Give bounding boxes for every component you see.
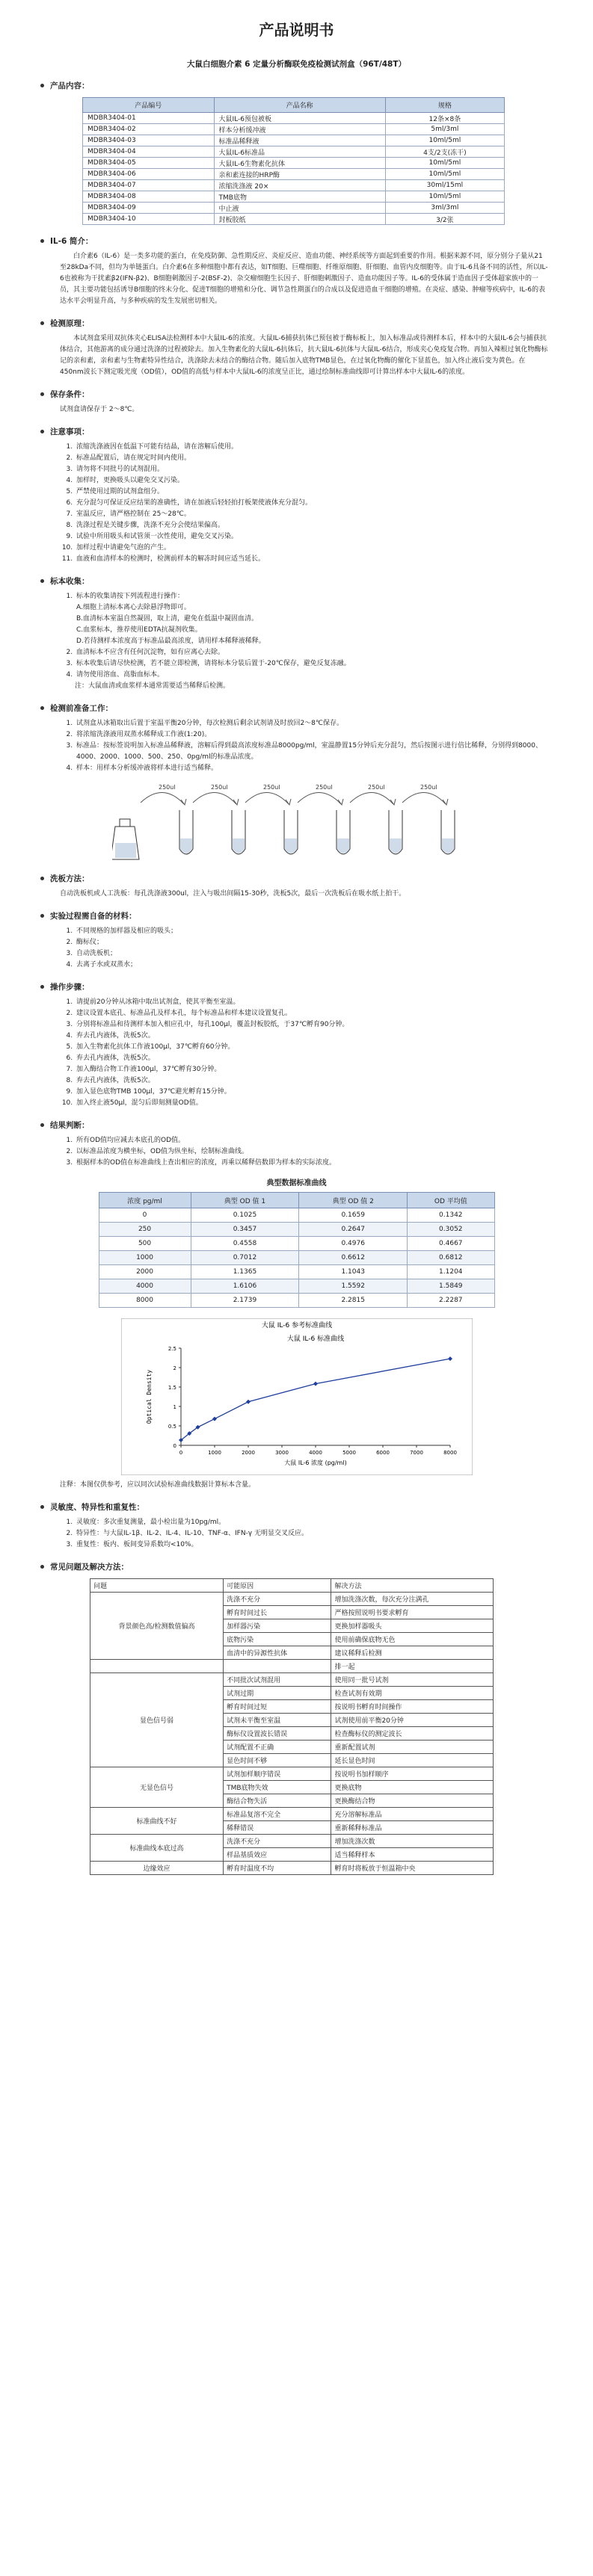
- table-cell: 0.4976: [299, 1237, 408, 1251]
- table-cell: 2.2815: [299, 1294, 408, 1308]
- y-tick-label: 0: [173, 1443, 176, 1449]
- table-cell: 样本分析缓冲液: [214, 124, 385, 135]
- table-row: [99, 1265, 494, 1279]
- table-cell: 5ml/3ml: [385, 124, 504, 135]
- list-item: 4. 加样时，更换吸头以避免交叉污染。: [75, 475, 548, 487]
- table-cell: 1.1365: [191, 1265, 299, 1279]
- tube-volume-label: 250ul: [263, 784, 280, 791]
- table-cell: 1.5849: [408, 1279, 494, 1294]
- list-item: 5. 严禁使用过期的试剂盒组分。: [75, 487, 548, 498]
- bullet-icon: [40, 985, 44, 989]
- table-header-cell: 浓度 pg/ml: [99, 1193, 191, 1208]
- table-cell: MDBR3404-10: [83, 214, 215, 225]
- list-item: 1. 标本的收集请按下列流程进行操作： A.细胞上清标本离心去除悬浮物即可。 B.血清标本室温自然凝固，取上清，避免在低温中凝固血清。 C.血浆标本，推荐使用EDTA抗凝剂收集。 D.若待测样本浓度高于标准品最高浓度，请用样本稀释液稀释。: [75, 591, 548, 647]
- table-row: [83, 203, 505, 214]
- list-item: 4. 请勿使用溶血、高脂血标本。: [75, 670, 548, 681]
- list-item: 4. 弃去孔内液体，洗板5次。: [75, 1031, 548, 1042]
- table-header-row: [90, 1579, 494, 1593]
- table-cell: 底物污染: [224, 1633, 331, 1646]
- list-item: 3. 标本收集后请尽快检测，若不能立即检测，请将标本分装后置于-20℃保存，避免反复冻融。: [75, 658, 548, 670]
- list-item: 3. 请勿将不同批号的试剂混用。: [75, 464, 548, 475]
- dilution-svg: [112, 780, 501, 862]
- table-header-row: [90, 1660, 494, 1673]
- table-cell: 酶结合物失活: [224, 1794, 331, 1808]
- table-cell: 4000: [99, 1279, 191, 1294]
- list-item: 5. 加入生物素化抗体工作液100μl，37℃孵育60分钟。: [75, 1042, 548, 1053]
- list-item: 8. 洗涤过程是关键步骤，洗涤不充分会使结果偏高。: [75, 520, 548, 531]
- trouble-section-heading: 常见问题及解决方法：: [40, 1561, 593, 1572]
- y-tick-label: 1.5: [168, 1385, 176, 1391]
- x-tick-label: 4000: [308, 1450, 322, 1456]
- sample-sub-item: A.细胞上清标本离心去除悬浮物即可。: [76, 604, 191, 611]
- table-cell: 稀释错误: [224, 1821, 331, 1835]
- tube-icon: [232, 810, 245, 854]
- list-item: 3. 分别将标准品和待测样本加入相应孔中，每孔100μl，覆盖封板胶纸，于37℃孵育90分钟。: [75, 1019, 548, 1031]
- list-item: 2. 以标准品浓度为横坐标，OD值为纵坐标，绘制标准曲线。: [75, 1146, 548, 1158]
- table-cell: 封板胶纸: [214, 214, 385, 225]
- steps-section-heading: 操作步骤：: [40, 981, 593, 992]
- table-row: [83, 191, 505, 203]
- y-tick-label: 1: [173, 1404, 176, 1410]
- bullet-icon: [40, 914, 44, 918]
- table-cell: 按说明书孵育时间操作: [331, 1700, 494, 1714]
- bullet-icon: [40, 877, 44, 880]
- performance-list: [60, 1517, 548, 1551]
- table-cell: 3/2张: [385, 214, 504, 225]
- table-row: [90, 1862, 494, 1875]
- list-item: 7. 加入酶结合物工作液100μl，37℃孵育30分钟。: [75, 1064, 548, 1075]
- x-tick-label: 2000: [241, 1450, 255, 1456]
- table-header-cell: OD 平均值: [408, 1193, 494, 1208]
- table-cell: 检查试剂有效期: [331, 1687, 494, 1700]
- table-cell: 0.6612: [299, 1251, 408, 1265]
- results-section-heading: 结果判断：: [40, 1119, 593, 1131]
- table-row: [90, 1673, 494, 1687]
- transfer-arrow: [141, 792, 184, 804]
- tube-icon: [389, 810, 402, 854]
- notes-list: [60, 442, 548, 565]
- notes-section-heading: 注意事项：: [40, 426, 593, 437]
- x-axis-label: 大鼠 IL-6 浓度 (pg/ml): [283, 1460, 347, 1466]
- bullet-icon: [40, 579, 44, 583]
- table-header-cell: 典型 OD 值 1: [191, 1193, 299, 1208]
- table-cell: 更换底物: [331, 1781, 494, 1794]
- table-header-cell: 产品编号: [83, 98, 215, 113]
- x-tick-label: 5000: [342, 1450, 356, 1456]
- table-cell: TMB底物失效: [224, 1781, 331, 1794]
- results-list: [60, 1135, 548, 1169]
- performance-section-heading: 灵敏度、特异性和重复性：: [40, 1501, 593, 1513]
- tube-icon: [441, 810, 455, 854]
- table-row: [83, 214, 505, 225]
- table-cell: 建议稀释后检测: [331, 1646, 494, 1660]
- standard-curve-chart: [121, 1318, 473, 1475]
- x-tick-label: 8000: [443, 1450, 457, 1456]
- wash-text: 自动洗板机或人工洗板：每孔洗涤液300ul，注入与吸出间隔15-30秒，洗板5次，最后一次洗板后在吸水纸上拍干。: [60, 890, 406, 898]
- table-row: [83, 124, 505, 135]
- table-cell: 使用同一批号试剂: [331, 1673, 494, 1687]
- table-cell: 洗涤不充分: [224, 1593, 331, 1606]
- table-header-cell: 问题: [90, 1579, 224, 1593]
- table-cell: MDBR3404-09: [83, 203, 215, 214]
- table-header-cell: 典型 OD 值 2: [299, 1193, 408, 1208]
- tube-volume-label: 250ul: [316, 784, 333, 791]
- list-item: 6. 充分混匀可保证反应结果的准确性，请在加液后轻轻拍打板架使液体充分混匀。: [75, 498, 548, 509]
- list-item: 9. 加入显色底物TMB 100μl，37℃避光孵育15分钟。: [75, 1087, 548, 1098]
- table-cell: 10ml/5ml: [385, 169, 504, 180]
- table-cell: 使用前确保底物无色: [331, 1633, 494, 1646]
- table-cell: 重新配置试剂: [331, 1741, 494, 1754]
- table-cell: 孵育时间过长: [224, 1606, 331, 1619]
- table-cell: 0.3457: [191, 1223, 299, 1237]
- x-tick-label: 0: [179, 1450, 182, 1456]
- prep-list: [60, 718, 548, 774]
- table-row: [83, 135, 505, 146]
- table-cell: 2.1739: [191, 1294, 299, 1308]
- table-cell: TMB底物: [214, 191, 385, 203]
- table-cell: 增加洗涤次数，每次充分注满孔: [331, 1593, 494, 1606]
- table-header-cell: 规格: [385, 98, 504, 113]
- product-subtitle: 大鼠白细胞介素 6 定量分析酶联免疫检测试剂盒（96T/48T）: [187, 60, 406, 69]
- tube-volume-label: 250ul: [420, 784, 437, 791]
- table-cell: 重新稀释标准品: [331, 1821, 494, 1835]
- list-item: 2. 血清标本不应含有任何沉淀物，如有应离心去除。: [75, 647, 548, 658]
- table-cell: MDBR3404-08: [83, 191, 215, 203]
- trouble-group-label: 标准曲线本底过高: [90, 1835, 224, 1862]
- samples-list: [60, 591, 548, 681]
- list-item: 2. 将浓缩洗涤液用双蒸水稀释成工作液(1:20)。: [75, 729, 548, 741]
- table-cell: 标准品稀释液: [214, 135, 385, 146]
- y-tick-label: 0.5: [168, 1424, 176, 1430]
- table-header-cell: 排一起: [331, 1660, 494, 1673]
- table-cell: MDBR3404-06: [83, 169, 215, 180]
- table-header-row: [83, 98, 505, 113]
- list-item: 2. 特异性：与大鼠IL-1β、IL-2、IL-4、IL-10、TNF-α、IFN-γ 无明显交叉反应。: [75, 1528, 548, 1539]
- table-row: [99, 1251, 494, 1265]
- table-cell: 2000: [99, 1265, 191, 1279]
- transfer-arrow: [402, 792, 446, 804]
- intro-section-heading: IL-6 简介：: [40, 235, 593, 247]
- materials-list: [60, 926, 548, 971]
- table-header-cell: 解决方法: [331, 1579, 494, 1593]
- tube-volume-label: 250ul: [211, 784, 228, 791]
- tube-volume-label: 250ul: [159, 784, 176, 791]
- list-item: 1. 浓缩洗涤液因在低温下可能有结晶，请在溶解后使用。: [75, 442, 548, 453]
- table-cell: MDBR3404-01: [83, 113, 215, 124]
- list-item: 1. 不同规格的加样器及相应的吸头；: [75, 926, 548, 937]
- principle-paragraph: 本试剂盒采用双抗体夹心ELISA法检测样本中大鼠IL-6的浓度。大鼠IL-6捕获抗体已预包被于酶标板上，加入标准品或待测样本后，样本中的大鼠IL-6会与捕获抗体结合，其他游离的成分通过洗涤的过程被除去。加入生物素化的大鼠IL-6抗体后，抗大鼠IL-6抗体与大鼠IL-6结合，形成夹心免疫复合物。再加入辣根过氧化物酶标记的亲和素，亲和素与生物素特异性结合，洗涤除去未结合的酶结合物。随后加入底物TMB显色，在过氧化物酶的催化下显蓝色，加入终止液后变为黄色。在450nm波长下测定吸光度（OD值），OD值的高低与样本中大鼠IL-6的浓度呈正比，通过绘制标准曲线即可计算出样本中大鼠IL-6的浓度。: [60, 335, 548, 376]
- table-row: [83, 180, 505, 191]
- table-row: [90, 1767, 494, 1781]
- table-header-cell: 可能原因: [224, 1579, 331, 1593]
- table-cell: 1.1204: [408, 1265, 494, 1279]
- table-row: [99, 1279, 494, 1294]
- transfer-arrow: [298, 792, 341, 804]
- table-cell: 亲和素连接的HRP酶: [214, 169, 385, 180]
- transfer-arrow: [350, 792, 393, 804]
- table-cell: MDBR3404-02: [83, 124, 215, 135]
- table-cell: 中止液: [214, 203, 385, 214]
- table-cell: 试剂加样顺序错误: [224, 1767, 331, 1781]
- list-item: 7. 室温反应，请严格控制在 25～28℃。: [75, 509, 548, 520]
- materials-section-heading: 实验过程需自备的材料：: [40, 910, 593, 921]
- list-item: 9. 试验中所用吸头和试管须一次性使用，避免交叉污染。: [75, 531, 548, 543]
- table-cell: 试剂未平衡至室温: [224, 1714, 331, 1727]
- table-cell: 0.7012: [191, 1251, 299, 1265]
- table-row: [99, 1208, 494, 1223]
- table-cell: 充分溶解标准品: [331, 1808, 494, 1821]
- tube-icon: [284, 810, 298, 854]
- table-cell: 0.1659: [299, 1208, 408, 1223]
- chart-title: 大鼠 IL-6 参考标准曲线: [261, 1322, 332, 1329]
- table-cell: 大鼠IL-6预包被板: [214, 113, 385, 124]
- transfer-arrow: [193, 792, 236, 804]
- trouble-group-label: 无显色信号: [90, 1767, 224, 1808]
- table-header-cell: [90, 1660, 224, 1673]
- table-cell: 0.2647: [299, 1223, 408, 1237]
- table-cell: 1.1043: [299, 1265, 408, 1279]
- list-item: 6. 弃去孔内液体，洗板5次。: [75, 1053, 548, 1064]
- page-title: 产品说明书: [259, 21, 334, 39]
- table-cell: 0.6812: [408, 1251, 494, 1265]
- table-cell: 孵育时温度不均: [224, 1862, 331, 1875]
- list-item: 4. 样本：用样本分析缓冲液将样本进行适当稀释。: [75, 763, 548, 774]
- od-data-table: [99, 1192, 495, 1308]
- table-row: [83, 158, 505, 169]
- list-item: 2. 酶标仪；: [75, 937, 548, 948]
- table-cell: 3ml/3ml: [385, 203, 504, 214]
- table-row: [90, 1808, 494, 1821]
- table-cell: 大鼠IL-6生物素化抗体: [214, 158, 385, 169]
- list-item: 3. 重复性：板内、板间变异系数均<10%。: [75, 1539, 548, 1551]
- list-item: 2. 标准品配置后，请在规定时间内使用。: [75, 453, 548, 464]
- list-item: 11. 血液和血清样本的检测时，检测前样本的解冻时间应适当延长。: [75, 554, 548, 565]
- table-cell: 试剂使用前平衡20分钟: [331, 1714, 494, 1727]
- table-cell: 12条×8条: [385, 113, 504, 124]
- tube-volume-label: 250ul: [368, 784, 385, 791]
- table-cell: 孵育时将板放于恒温箱中央: [331, 1862, 494, 1875]
- storage-section-heading: 保存条件：: [40, 389, 593, 400]
- table-cell: 增加洗涤次数: [331, 1835, 494, 1848]
- principle-section-heading: 检测原理：: [40, 318, 593, 329]
- intro-paragraph: 白介素6（IL-6）是一类多功能的蛋白，在免疫防御、急性期反应、炎症反应、造血功能、神经系统等方面起到重要的作用。根据来源不同，原分别分子量从21至28kDa不同，但均为单链蛋白。白介素6在多种细胞中都有表达，如T细胞、巨噬细胞、纤维原细胞、肝细胞、血管内皮细胞等。由于IL-6具备不同的活性，所以IL-6也被称为干扰素β2(IFN-β2)、B细胞刺激因子-2(BSF-2)、杂交瘤细胞生长因子、肝细胞刺激因子、造血功能因子等。IL-6的受体属于造血因子受体超家族中的一员，其主要功能包括诱导B细胞的终末分化、促进T细胞的增殖和分化、调节急性期蛋白的合成以及促进造血干细胞的增殖。在炎症、感染、肿瘤等疾病中，IL-6的表达水平会明显升高，与多种疾病的发生发展密切相关。: [60, 253, 548, 305]
- table-cell: 1.5592: [299, 1279, 408, 1294]
- table-cell: 8000: [99, 1294, 191, 1308]
- table-cell: 适当稀释样本: [331, 1848, 494, 1862]
- table-cell: 大鼠IL-6标准品: [214, 146, 385, 158]
- trouble-group-label: 标准曲线不好: [90, 1808, 224, 1835]
- chart-note: 注释：本图仅供参考，应以同次试验标准曲线数据计算标本含量。: [60, 1481, 256, 1489]
- kit-contents-table: [82, 97, 505, 225]
- table-cell: 30ml/15ml: [385, 180, 504, 191]
- table-cell: 1.6106: [191, 1279, 299, 1294]
- samples-note: 注：大鼠血清或血浆样本通常需要适当稀释后检测。: [75, 682, 230, 690]
- x-tick-label: 6000: [375, 1450, 390, 1456]
- y-tick-label: 2: [173, 1365, 176, 1371]
- storage-text: 试剂盒请保存于 2～8℃。: [60, 406, 139, 413]
- list-item: 1. 试剂盒从冰箱取出后置于室温平衡20分钟，每次检测后剩余试剂请及时放回2～8℃保存。: [75, 718, 548, 729]
- bullet-icon: [40, 84, 44, 87]
- list-item: 8. 弃去孔内液体，洗板5次。: [75, 1075, 548, 1087]
- list-item: 4. 去离子水或双蒸水；: [75, 960, 548, 971]
- table-row: [83, 146, 505, 158]
- sample-sub-item: D.若待测样本浓度高于标准品最高浓度，请用样本稀释液稀释。: [76, 637, 265, 645]
- table-cell: 洗涤不充分: [224, 1835, 331, 1848]
- table-cell: 0.1342: [408, 1208, 494, 1223]
- table-row: [83, 169, 505, 180]
- table-cell: 10ml/5ml: [385, 135, 504, 146]
- tube-icon: [179, 810, 193, 854]
- table-cell: 0: [99, 1208, 191, 1223]
- bullet-icon: [40, 430, 44, 433]
- table-cell: 不同批次试剂混用: [224, 1673, 331, 1687]
- table-row: [83, 113, 505, 124]
- list-item: 3. 标准品：按标签说明加入标准品稀释液，溶解后得到最高浓度标准品8000pg/ml，室温静置15分钟后充分混匀，然后按图示进行倍比稀释，分别得到8000、4000、2000、1000、500、250、0pg/ml的标准品浓度。: [75, 741, 548, 763]
- table-row: [90, 1593, 494, 1606]
- list-item: 1. 灵敏度：多次重复测量，最小检出量为10pg/ml。: [75, 1517, 548, 1528]
- table-cell: 250: [99, 1223, 191, 1237]
- table-cell: 延长显色时间: [331, 1754, 494, 1767]
- table-header-cell: [224, 1660, 331, 1673]
- table-cell: 2.2287: [408, 1294, 494, 1308]
- table-cell: 0.3052: [408, 1223, 494, 1237]
- bullet-icon: [40, 1505, 44, 1509]
- list-item: 3. 根据样本的OD值在标准曲线上查出相应的浓度，再乘以稀释倍数即为样本的实际浓度。: [75, 1158, 548, 1169]
- list-item: 10. 加入终止液50μl，混匀后即刻测量OD值。: [75, 1098, 548, 1109]
- prep-section-heading: 检测前准备工作：: [40, 702, 593, 714]
- table-cell: 显色时间不够: [224, 1754, 331, 1767]
- transfer-arrow: [245, 792, 289, 804]
- bullet-icon: [40, 239, 44, 243]
- table-cell: 4支/2支(冻干): [385, 146, 504, 158]
- table-cell: 血清中的异源性抗体: [224, 1646, 331, 1660]
- trouble-group-label: 背景颜色高/检测数值偏高: [90, 1593, 224, 1660]
- samples-section-heading: 标本收集：: [40, 575, 593, 587]
- table-cell: 严格按照说明书要求孵育: [331, 1606, 494, 1619]
- table-cell: 浓缩洗涤液 20×: [214, 180, 385, 191]
- trouble-group-label: 边缘效应: [90, 1862, 224, 1875]
- table-row: [90, 1835, 494, 1848]
- table-cell: 样品基质效应: [224, 1848, 331, 1862]
- list-item: 1. 所有OD值均应减去本底孔的OD值。: [75, 1135, 548, 1146]
- table-cell: 孵育时间过短: [224, 1700, 331, 1714]
- table-cell: MDBR3404-05: [83, 158, 215, 169]
- table-cell: 0.4667: [408, 1237, 494, 1251]
- bullet-icon: [40, 321, 44, 325]
- table-cell: 0.4558: [191, 1237, 299, 1251]
- bullet-icon: [40, 1123, 44, 1127]
- table-cell: 试剂配置不正确: [224, 1741, 331, 1754]
- y-axis-label: Optical Density: [145, 1369, 153, 1424]
- y-tick-label: 2.5: [168, 1346, 176, 1352]
- table-cell: 10ml/5ml: [385, 191, 504, 203]
- steps-list: [60, 997, 548, 1109]
- bullet-icon: [40, 392, 44, 396]
- stock-bottle-icon: [112, 819, 139, 859]
- table-row: [99, 1237, 494, 1251]
- table-cell: 更换加样器吸头: [331, 1619, 494, 1633]
- bullet-icon: [40, 706, 44, 710]
- table-cell: 1000: [99, 1251, 191, 1265]
- table-cell: 10ml/5ml: [385, 158, 504, 169]
- sample-sub-item: C.血浆标本，推荐使用EDTA抗凝剂收集。: [76, 626, 202, 634]
- x-tick-label: 3000: [274, 1450, 289, 1456]
- chart-inner-title: 大鼠 IL-6 标准曲线: [286, 1335, 344, 1343]
- table-row: [99, 1223, 494, 1237]
- list-item: 2. 建议设置本底孔、标准品孔及样本孔，每个标准品和样本建议设置复孔。: [75, 1008, 548, 1019]
- x-tick-label: 7000: [409, 1450, 423, 1456]
- troubleshooting-table: [90, 1578, 494, 1875]
- kit-section-heading: 产品内容：: [40, 80, 593, 91]
- x-tick-label: 1000: [207, 1450, 221, 1456]
- table-cell: 0.1025: [191, 1208, 299, 1223]
- table-cell: 试剂过期: [224, 1687, 331, 1700]
- trouble-group-label: 显色信号弱: [90, 1673, 224, 1767]
- standard-curve-svg: [121, 1318, 473, 1475]
- wash-section-heading: 洗板方法：: [40, 873, 593, 884]
- table-cell: 按说明书加样顺序: [331, 1767, 494, 1781]
- dilution-diagram: [112, 780, 501, 862]
- table-cell: MDBR3404-03: [83, 135, 215, 146]
- tube-icon: [337, 810, 350, 854]
- list-item: 10. 加样过程中请避免气泡的产生。: [75, 543, 548, 554]
- table-cell: 更换酶结合物: [331, 1794, 494, 1808]
- list-item: 3. 自动洗板机；: [75, 948, 548, 960]
- table-cell: MDBR3404-04: [83, 146, 215, 158]
- table-cell: 标准品复溶不完全: [224, 1808, 331, 1821]
- table-row: [99, 1294, 494, 1308]
- bullet-icon: [40, 1565, 44, 1569]
- table-cell: 500: [99, 1237, 191, 1251]
- table-cell: 加样器污染: [224, 1619, 331, 1633]
- list-item: 1. 请提前20分钟从冰箱中取出试剂盒，使其平衡至室温。: [75, 997, 548, 1008]
- od-table-title: 典型数据标准曲线: [266, 1179, 327, 1187]
- table-cell: 检查酶标仪的测定波长: [331, 1727, 494, 1741]
- sample-sub-item: B.血清标本室温自然凝固，取上清，避免在低温中凝固血清。: [76, 615, 259, 623]
- table-cell: 酶标仪设置波长错误: [224, 1727, 331, 1741]
- table-cell: MDBR3404-07: [83, 180, 215, 191]
- table-header-cell: 产品名称: [214, 98, 385, 113]
- table-header-row: [99, 1193, 494, 1208]
